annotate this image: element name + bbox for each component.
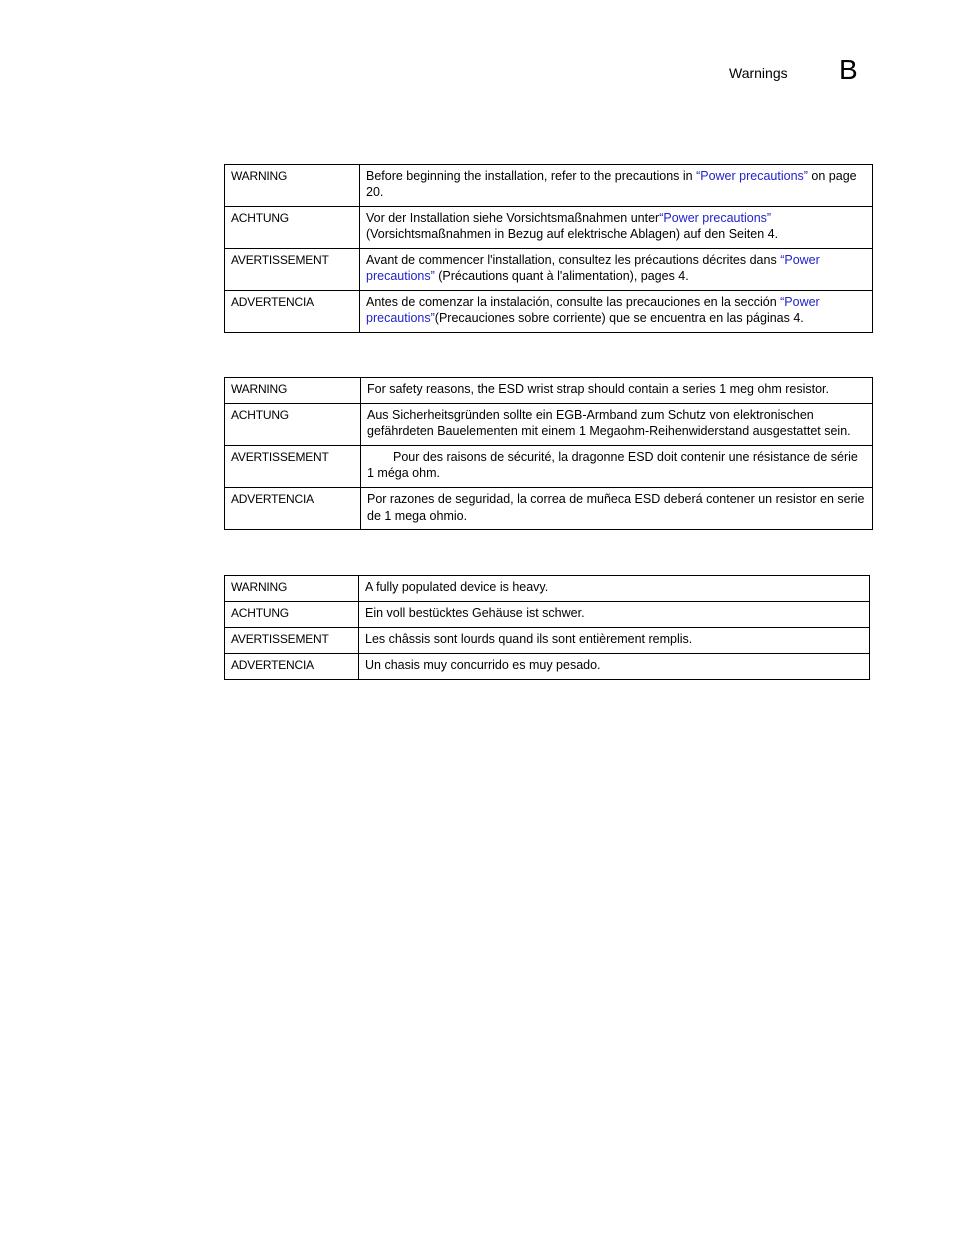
warning-text: Les châssis sont lourds quand ils sont entièrement remplis. <box>359 628 870 654</box>
warning-text: Aus Sicherheitsgründen sollte ein EGB-Armband zum Schutz von elektronischen gefährdeten Bauelementen mit einem 1 Megaohm-Reihenwiderstand ausgestattet sein. <box>361 404 873 446</box>
warning-text: Vor der Installation siehe Vorsichtsmaßnahmen unter“Power precautions” (Vorsichtsmaßnahmen in Bezug auf elektrische Ablagen) auf den Seiten 4. <box>360 207 873 249</box>
warning-label: ACHTUNG <box>225 207 360 249</box>
section-title: Warnings <box>729 65 788 81</box>
warning-label: ADVERTENCIA <box>225 291 360 333</box>
table-row <box>225 249 873 291</box>
power-precautions-link[interactable]: “Power precautions” <box>696 169 808 183</box>
warning-label: AVERTISSEMENT <box>225 249 360 291</box>
table-row <box>225 207 873 249</box>
table-row <box>225 291 873 333</box>
table-row <box>225 378 873 404</box>
warning-text: Before beginning the installation, refer to the precautions in “Power precautions” on page 20. <box>360 165 873 207</box>
table-row <box>225 576 870 602</box>
warning-text: A fully populated device is heavy. <box>359 576 870 602</box>
table-row <box>225 654 870 680</box>
warning-text: Pour des raisons de sécurité, la dragonne ESD doit contenir une résistance de série 1 méga ohm. <box>361 446 873 488</box>
appendix-letter: B <box>839 54 858 85</box>
esd-strap-warning-table <box>224 377 873 530</box>
table-row <box>225 165 873 207</box>
warning-label: WARNING <box>225 378 361 404</box>
warning-text: Avant de commencer l'installation, consultez les précautions décrites dans “Power precautions” (Précautions quant à l'alimentation), pages 4. <box>360 249 873 291</box>
warning-label: WARNING <box>225 165 360 207</box>
heavy-device-warning-table <box>224 575 870 680</box>
warning-label: ADVERTENCIA <box>225 654 359 680</box>
power-precautions-link[interactable]: “Power precautions” <box>366 295 820 325</box>
warning-text: Ein voll bestücktes Gehäuse ist schwer. <box>359 602 870 628</box>
warning-text: Por razones de seguridad, la correa de muñeca ESD deberá contener un resistor en serie de 1 mega ohmio. <box>361 488 873 530</box>
power-precautions-link[interactable]: “Power precautions” <box>366 253 820 283</box>
power-precautions-link[interactable]: “Power precautions” <box>659 211 772 225</box>
warning-label: WARNING <box>225 576 359 602</box>
warning-label: AVERTISSEMENT <box>225 446 361 488</box>
warning-label: ACHTUNG <box>225 404 361 446</box>
table-row <box>225 602 870 628</box>
power-precautions-warning-table <box>224 164 873 333</box>
warning-label: ADVERTENCIA <box>225 488 361 530</box>
table-row <box>225 628 870 654</box>
warning-label: ACHTUNG <box>225 602 359 628</box>
warning-text: Un chasis muy concurrido es muy pesado. <box>359 654 870 680</box>
warning-label: AVERTISSEMENT <box>225 628 359 654</box>
warning-text: For safety reasons, the ESD wrist strap should contain a series 1 meg ohm resistor. <box>361 378 873 404</box>
warning-text: Antes de comenzar la instalación, consulte las precauciones en la sección “Power precautions”(Precauciones sobre corriente) que se encuentra en las páginas 4. <box>360 291 873 333</box>
table-row <box>225 446 873 488</box>
table-row <box>225 404 873 446</box>
table-row <box>225 488 873 530</box>
